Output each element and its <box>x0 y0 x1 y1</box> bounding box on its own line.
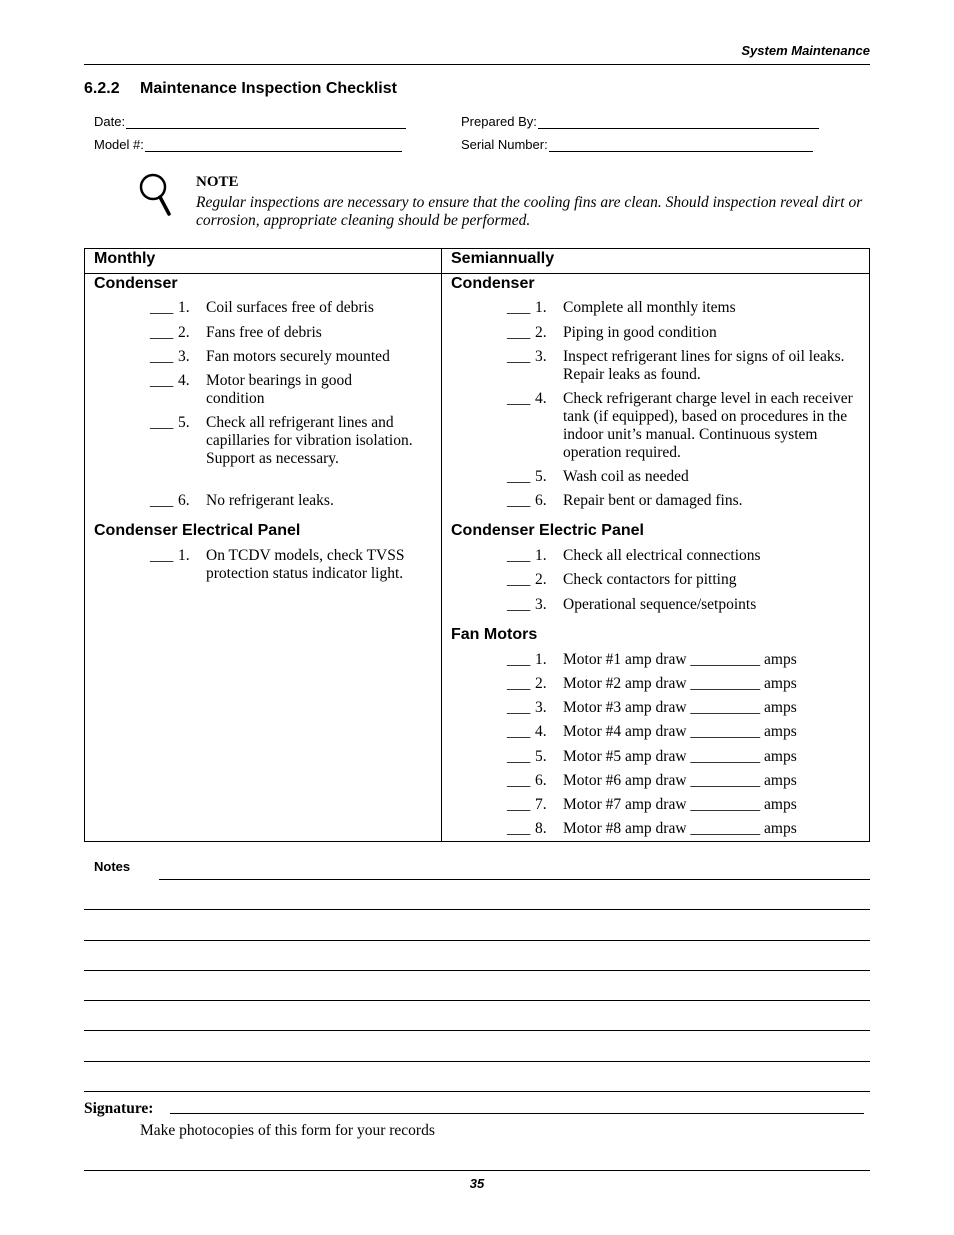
prepared-by-label: Prepared By: <box>461 114 537 129</box>
check-blank[interactable]: ___ <box>150 299 174 316</box>
running-header: System Maintenance <box>741 43 870 58</box>
check-blank[interactable]: ___ <box>150 414 174 431</box>
section-title-text: Maintenance Inspection Checklist <box>140 80 397 97</box>
serial-number-label: Serial Number: <box>461 137 548 152</box>
model-input-line[interactable] <box>145 139 402 152</box>
item-number: 5. <box>535 468 547 485</box>
check-blank[interactable]: ___ <box>507 796 531 813</box>
item-number: 7. <box>535 796 547 813</box>
note-text: Regular inspections are necessary to ensure that the cooling fins are clean. Should inspection reveal dirt or corrosion, appropriate cleaning should be performed. <box>196 194 863 229</box>
check-blank[interactable]: ___ <box>150 547 174 564</box>
item-text: Fan motors securely mounted <box>206 348 390 365</box>
item-text: Motor #2 amp draw _________ amps <box>563 675 797 692</box>
notes-line[interactable] <box>84 1091 870 1092</box>
footer-rule <box>84 1170 870 1171</box>
check-blank[interactable]: ___ <box>507 772 531 789</box>
item-text: Wash coil as needed <box>563 468 689 485</box>
check-blank[interactable]: ___ <box>507 675 531 692</box>
semiannual-electric-panel-heading: Condenser Electric Panel <box>451 522 644 539</box>
notes-line[interactable] <box>84 909 870 910</box>
item-number: 3. <box>535 596 547 613</box>
notes-label: Notes <box>94 859 131 874</box>
prepared-by-field <box>461 114 819 129</box>
item-text: Motor bearings in good condition <box>206 372 352 407</box>
check-blank[interactable]: ___ <box>507 547 531 564</box>
check-blank[interactable]: ___ <box>507 699 531 716</box>
item-text: Repair bent or damaged fins. <box>563 492 743 509</box>
check-blank[interactable]: ___ <box>507 651 531 668</box>
item-text: Motor #4 amp draw _________ amps <box>563 723 797 740</box>
check-blank[interactable]: ___ <box>150 324 174 341</box>
check-blank[interactable]: ___ <box>507 820 531 837</box>
item-number: 3. <box>178 348 190 365</box>
serial-number-field <box>461 137 813 152</box>
item-text: Motor #7 amp draw _________ amps <box>563 796 797 813</box>
item-text: Fans free of debris <box>206 324 322 341</box>
section-title <box>84 80 397 98</box>
item-number: 2. <box>535 675 547 692</box>
notes-line[interactable] <box>84 970 870 971</box>
check-blank[interactable]: ___ <box>507 723 531 740</box>
item-number: 1. <box>535 651 547 668</box>
date-label: Date: <box>94 114 126 129</box>
table-header-divider <box>85 273 869 274</box>
item-text: Inspect refrigerant lines for signs of oil leaks. Repair leaks as found. <box>563 348 845 383</box>
section-number: 6.2.2 <box>84 80 120 97</box>
magnifier-icon <box>138 172 174 218</box>
notes-line[interactable] <box>159 879 870 880</box>
item-text: Operational sequence/setpoints <box>563 596 757 613</box>
notes-line[interactable] <box>84 940 870 941</box>
check-blank[interactable]: ___ <box>507 390 531 407</box>
item-number: 1. <box>178 299 190 316</box>
item-number: 2. <box>535 571 547 588</box>
item-text: Piping in good condition <box>563 324 717 341</box>
item-number: 1. <box>535 547 547 564</box>
item-text: No refrigerant leaks. <box>206 492 334 509</box>
item-text: Check refrigerant charge level in each receiver tank (if equipped), based on procedures in the indoor unit’s manual. Continuous system operation required. <box>563 390 853 461</box>
prepared-by-input-line[interactable] <box>538 116 819 129</box>
item-number: 8. <box>535 820 547 837</box>
check-blank[interactable]: ___ <box>507 571 531 588</box>
photocopy-note: Make photocopies of this form for your records <box>140 1122 435 1139</box>
item-text: On TCDV models, check TVSS protection status indicator light. <box>206 547 405 582</box>
item-number: 6. <box>535 772 547 789</box>
notes-line[interactable] <box>84 1030 870 1031</box>
monthly-electrical-panel-heading: Condenser Electrical Panel <box>94 522 301 539</box>
item-number: 4. <box>535 390 547 407</box>
check-blank[interactable]: ___ <box>507 468 531 485</box>
monthly-heading: Monthly <box>94 250 156 267</box>
date-field <box>94 114 406 129</box>
item-text: Check contactors for pitting <box>563 571 737 588</box>
item-text: Motor #6 amp draw _________ amps <box>563 772 797 789</box>
check-blank[interactable]: ___ <box>507 348 531 365</box>
signature-label: Signature: <box>84 1100 154 1117</box>
check-blank[interactable]: ___ <box>150 372 174 389</box>
item-number: 1. <box>535 299 547 316</box>
item-text: Coil surfaces free of debris <box>206 299 374 316</box>
date-input-line[interactable] <box>126 116 406 129</box>
item-text: Motor #8 amp draw _________ amps <box>563 820 797 837</box>
item-text: Complete all monthly items <box>563 299 736 316</box>
monthly-condenser-heading: Condenser <box>94 275 178 292</box>
item-number: 3. <box>535 348 547 365</box>
check-blank[interactable]: ___ <box>150 348 174 365</box>
item-number: 6. <box>535 492 547 509</box>
check-blank[interactable]: ___ <box>507 324 531 341</box>
semiannual-condenser-heading: Condenser <box>451 275 535 292</box>
table-column-divider <box>441 249 442 841</box>
check-blank[interactable]: ___ <box>150 492 174 509</box>
item-text: Check all electrical connections <box>563 547 761 564</box>
item-text: Motor #1 amp draw _________ amps <box>563 651 797 668</box>
item-number: 4. <box>535 723 547 740</box>
item-text: Motor #3 amp draw _________ amps <box>563 699 797 716</box>
item-text: Check all refrigerant lines and capillaries for vibration isolation. Support as necessary. <box>206 414 413 467</box>
note-heading: NOTE <box>196 174 239 190</box>
item-number: 1. <box>178 547 190 564</box>
check-blank[interactable]: ___ <box>507 492 531 509</box>
item-number: 5. <box>178 414 190 431</box>
item-number: 3. <box>535 699 547 716</box>
notes-line[interactable] <box>84 1061 870 1062</box>
check-blank[interactable]: ___ <box>507 596 531 613</box>
item-text: Motor #5 amp draw _________ amps <box>563 748 797 765</box>
signature-line[interactable] <box>170 1113 864 1114</box>
item-number: 6. <box>178 492 190 509</box>
check-blank[interactable]: ___ <box>507 748 531 765</box>
model-field <box>94 137 402 152</box>
item-number: 4. <box>178 372 190 389</box>
model-label: Model #: <box>94 137 144 152</box>
semiannually-heading: Semiannually <box>451 250 555 267</box>
fan-motors-heading: Fan Motors <box>451 626 538 643</box>
item-number: 5. <box>535 748 547 765</box>
notes-line[interactable] <box>84 1000 870 1001</box>
check-blank[interactable]: ___ <box>507 299 531 316</box>
serial-number-input-line[interactable] <box>549 139 813 152</box>
page-number: 35 <box>469 1176 485 1191</box>
checklist-table <box>84 248 870 842</box>
item-number: 2. <box>535 324 547 341</box>
item-number: 2. <box>178 324 190 341</box>
header-rule <box>84 64 870 65</box>
